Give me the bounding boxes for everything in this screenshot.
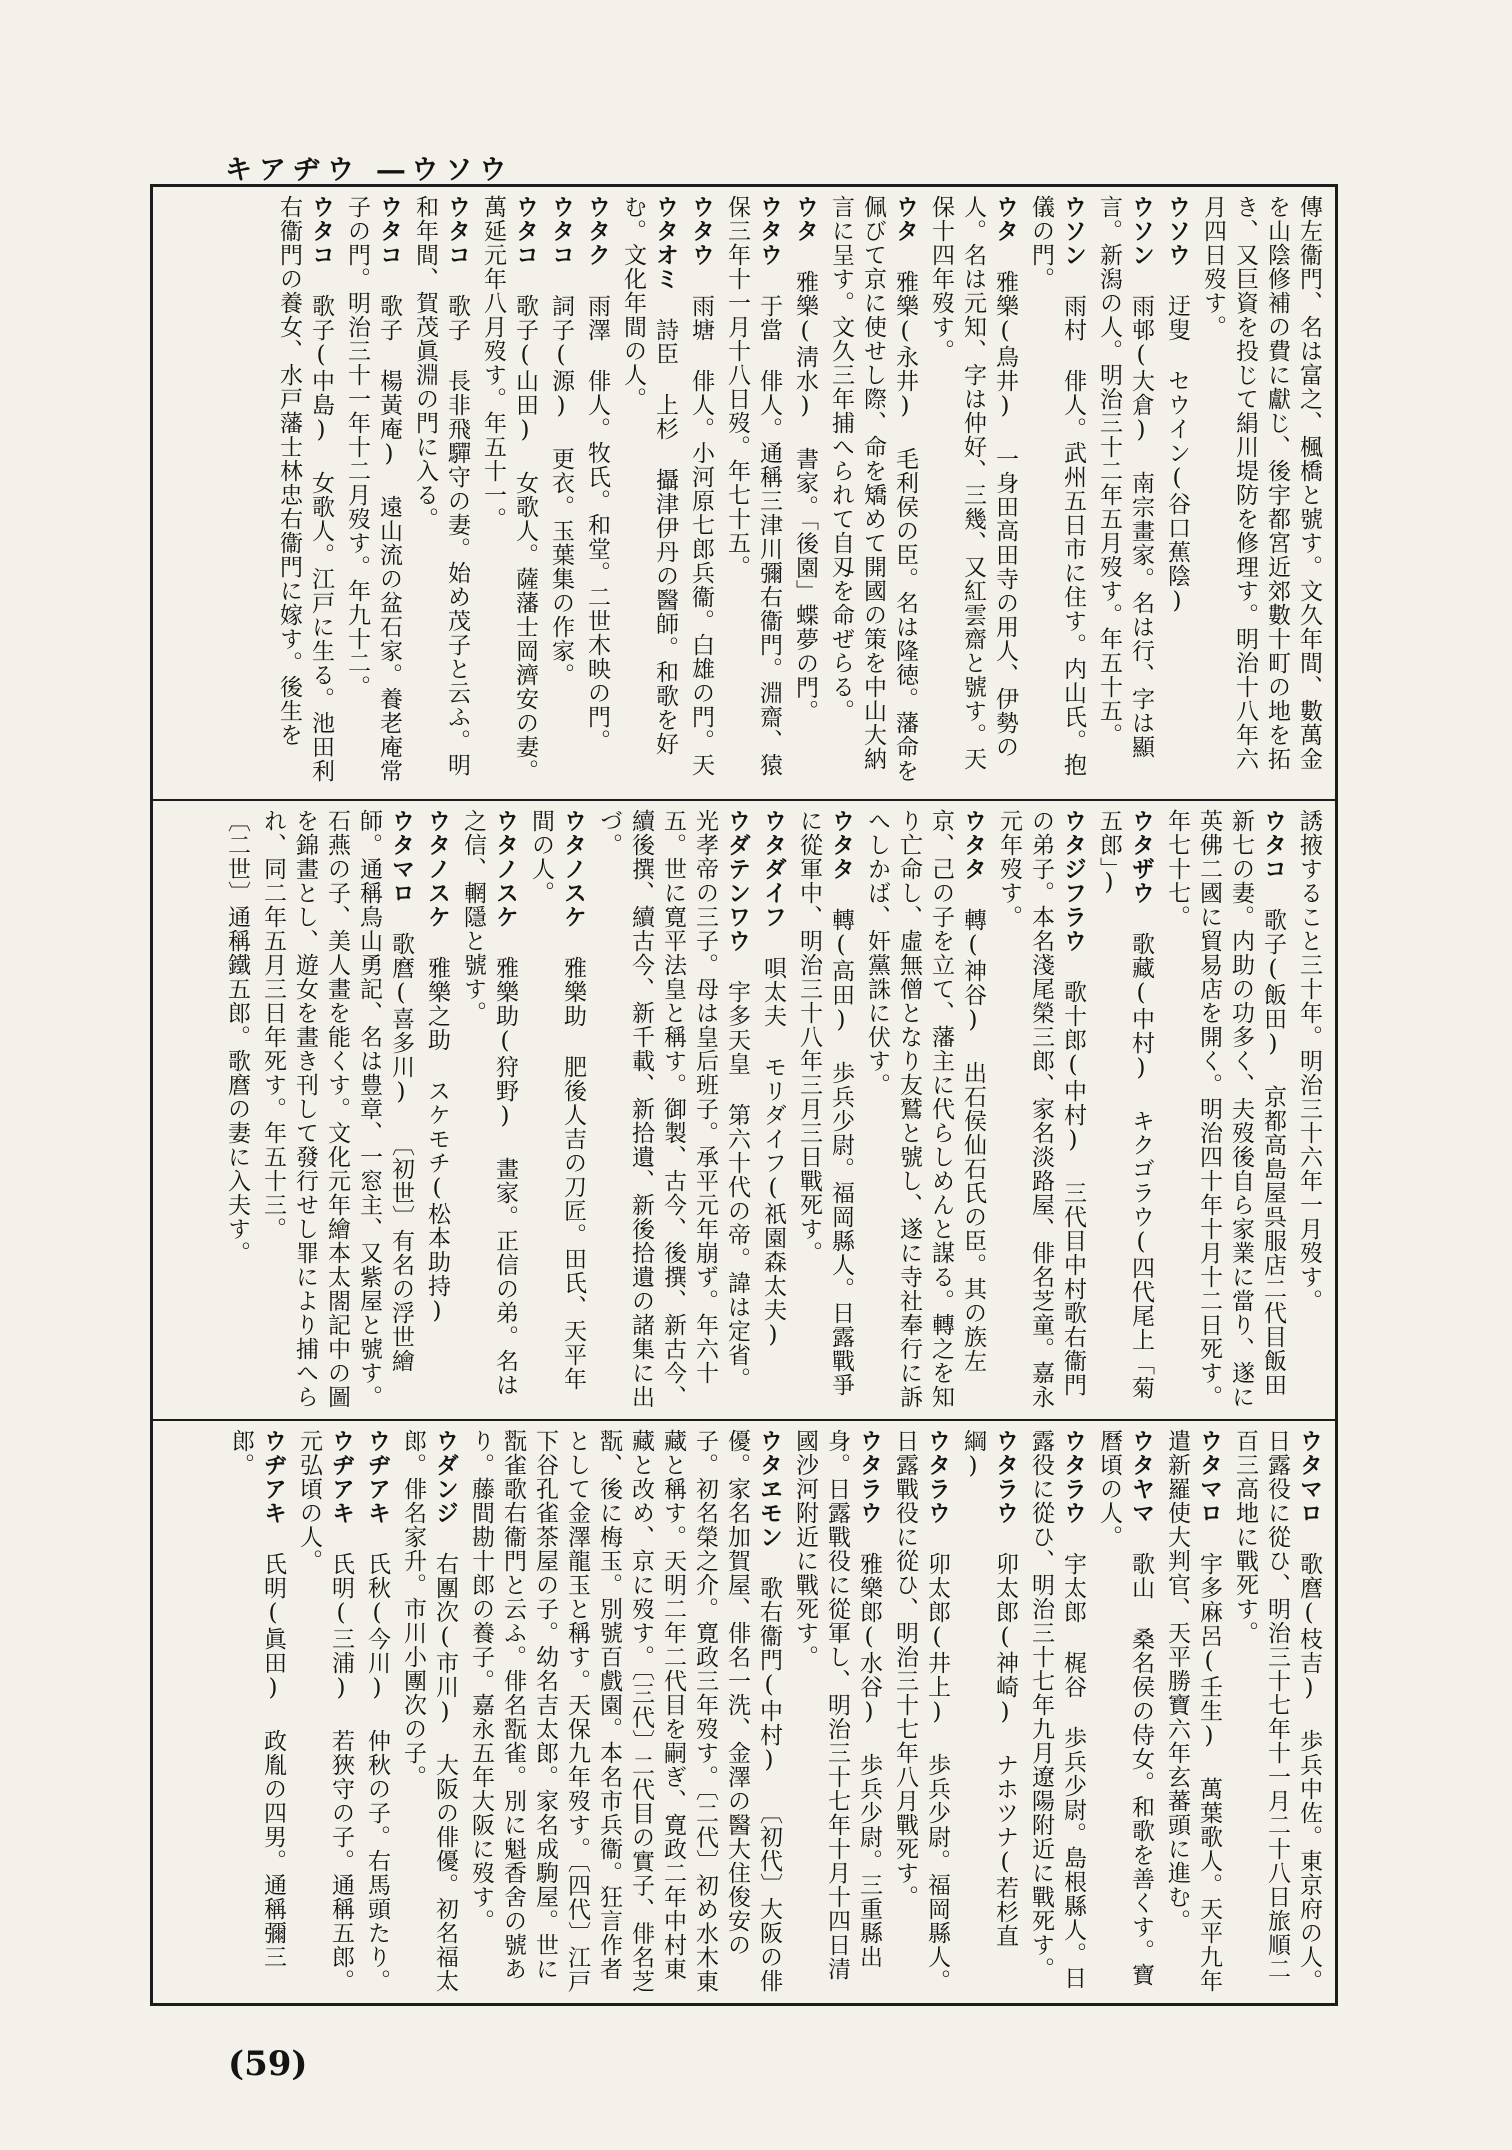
- entry-text: 右團次(市川) 大阪の俳優。初名福太郎。俳名家升。市川小團次の子。: [400, 1429, 458, 1993]
- entry-text: 歌右衞門(中村) 〔初代〕大阪の俳優。家名加賀屋、俳名一洗、金澤の醫大住俊安の子。初名榮之介。寛政三年歿す。〔二代〕初め水木東藏と稱す。天明二年二代目を嗣ぎ、寛政二年中村東藏と改め、京に歿す。〔三代〕二代目の實子、俳名芝翫、後に梅玉。別號百戲園。本名市兵衞。狂言作者として金澤龍玉と稱す。天保九年歿す。〔四代〕江戸下谷孔雀茶屋の子。幼名吉太郎。家名成駒屋。世に翫雀歌右衞門と云ふ。俳名翫雀。別に魁香舍の號あり。藤間勘十郎の養子。嘉永五年大阪に歿す。: [468, 1429, 782, 1994]
- entry-text: 轉(神谷) 出石侯仙石氏の臣。其の族左京、己の子を立て、藩主に代らしめんと謀る。轉之を知り亡命し、虛無僧となり友鷲と號し、遂に寺社奉行に訴へしかば、奸黨誅に伏す。: [864, 809, 986, 1409]
- dictionary-entry: [1025, 195, 1089, 790]
- dictionary-entry: [273, 195, 337, 790]
- entry-text: 氏明(眞田) 政胤の四男。通稱彌三郎。: [228, 1429, 286, 1969]
- dictionary-entry: [721, 195, 785, 790]
- entry-kana: ウソン: [1060, 195, 1086, 267]
- entry-kana: ウタヱモン: [756, 1429, 782, 1549]
- entry-text: 歌子 楊黃庵) 遠山流の盆石家。養老庵常子の門。明治三十一年十二月歿す。年九十二。: [344, 195, 402, 783]
- dictionary-entry: [409, 195, 473, 790]
- dictionary-frame: [150, 184, 1338, 2006]
- entry-kana: ウタオミ: [652, 195, 678, 291]
- entry-kana: ウタラウ: [924, 1429, 950, 1525]
- dictionary-entry: [1229, 1429, 1325, 1997]
- dictionary-entry: [457, 809, 521, 1409]
- dictionary-entry: [581, 195, 613, 790]
- entry-text: 傳左衞門、名は富之、楓橋と號す。文久年間、數萬金を山陰修補の費に獻じ、後宇都宮近郊數十町の地を拓き、又巨資を投じて絹川堤防を修理す。明治十八年六月四日歿す。: [1200, 195, 1322, 771]
- entry-text: 歌山 桑名侯の侍女。和歌を善くす。寶曆頃の人。: [1096, 1429, 1154, 1987]
- entry-kana: ウタコ: [512, 195, 538, 267]
- dictionary-entry: [545, 195, 577, 790]
- entry-text: 誘掖すること三十年。明治三十六年一月歿す。: [1296, 809, 1322, 1313]
- dictionary-entry: [789, 1429, 885, 1997]
- entry-kana: ウタコ: [308, 195, 334, 267]
- entry-kana: ウヂアキ: [328, 1429, 354, 1525]
- entry-kana: ウヂアキ: [364, 1429, 390, 1525]
- entry-text: 歌子(飯田) 京都高島屋呉服店二代目飯田新七の妻。内助の功多く、夫歿後自ら家業に當り、遂に英佛二國に貿易店を開く。明治四十年十月十二日死す。年七十七。: [1164, 809, 1286, 1409]
- entry-kana: ウタコ: [1260, 809, 1286, 881]
- entry-kana: ウヂアキ: [260, 1429, 286, 1525]
- entry-kana: ウタザウ: [1128, 809, 1154, 905]
- entry-kana: ウタウ: [688, 195, 714, 267]
- entry-text: 詞子(源) 更衣。玉葉集の作家。: [548, 294, 574, 687]
- entry-text: 歌子(山田) 女歌人。薩藩士岡濟安の妻。萬延元年八月歿す。年五十一。: [480, 195, 538, 783]
- entry-text: 氏明(三浦) 若狹守の子。通稱五郎。元弘頃の人。: [296, 1429, 354, 1993]
- dictionary-entry: [421, 809, 453, 1409]
- entry-kana: ウタジフラウ: [1060, 809, 1086, 953]
- entry-kana: ウダテンワウ: [724, 809, 750, 953]
- dictionary-entry: [477, 195, 541, 790]
- entry-text: 歌子 長非飛驒守の妻。始め茂子と云ふ。明和年間、賀茂眞淵の門に入る。: [412, 195, 470, 777]
- entry-text: 雅樂之助 スケモチ(松本助持): [424, 956, 450, 1325]
- dictionary-entry: [1161, 195, 1193, 790]
- entry-text: 歌藏(中村) キクゴラウ(四代尾上「菊五郎」): [1096, 809, 1154, 1400]
- entry-text: 歌子(中島) 女歌人。江戸に生る。池田利右衞門の養女、水戸藩士林忠右衞門に嫁す。後生を: [276, 195, 334, 783]
- entry-text: 歌麿(喜多川) 〔初世〕有名の浮世繪師。通稱鳥山勇記、名は豊章、一窓主、又紫屋と號す。石燕の子、美人畫を能くす。文化元年繪本太閤記中の圖を錦畫とし、遊女を畫き刊して發行せし罪により捕へられ、同二年五月三日年死す。年五十三。: [260, 809, 414, 1409]
- entry-kana: ウソン: [1128, 195, 1154, 267]
- dictionary-entry: [593, 809, 753, 1409]
- dictionary-entry: [889, 1429, 953, 1997]
- entry-kana: ウタコ: [548, 195, 574, 267]
- dictionary-entry: [1197, 195, 1325, 790]
- dictionary-entry: [293, 1429, 357, 1997]
- entry-kana: ウタノスケ: [492, 809, 518, 929]
- entry-kana: ウタ: [992, 195, 1018, 243]
- entry-kana: ウタ: [792, 195, 818, 243]
- entry-kana: ウタコ: [376, 195, 402, 267]
- dictionary-entry: [957, 1429, 1021, 1997]
- dictionary-entry: [993, 809, 1089, 1409]
- dictionary-entry: [1093, 809, 1157, 1409]
- dictionary-entry: [257, 809, 417, 1409]
- dictionary-entry: [221, 809, 253, 1409]
- entry-kana: ウタク: [584, 195, 610, 267]
- dictionary-entry: [1093, 195, 1157, 790]
- entry-text: 雅樂(永井) 毛利侯の臣。名は隆徳。藩命を佩びて京に使せし際、命を矯めて開國の策を中山大納言に呈す。文久三年捕へられて自刄を命ぜらる。: [828, 195, 918, 783]
- entry-text: 唄太夫 モリダイフ(祇園森太夫): [760, 956, 786, 1349]
- entry-text: 雅樂郎(水谷) 歩兵少尉。三重縣出身。日露戰役に從軍し、明治三十七年十月十四日清國沙河附近に戰死す。: [792, 1429, 882, 1981]
- entry-text: 雅樂(鳥井) 一身田高田寺の用人、伊勢の人。名は元知、字は仲好、三幾、又紅雲齋と號す。天保十四年歿す。: [928, 195, 1018, 771]
- tier-divider: [153, 799, 1335, 801]
- dictionary-entry: [793, 809, 857, 1409]
- entry-text: 詩臣 上杉 攝津伊丹の醫師。和歌を好む。文化年間の人。: [620, 195, 678, 756]
- entry-text: 轉(高田) 歩兵少尉。福岡縣人。日露戰爭に從軍中、明治三十八年三月三日戰死す。: [796, 809, 854, 1397]
- dictionary-entry: [1161, 809, 1289, 1409]
- page-number: (59): [228, 2044, 308, 2084]
- running-head: キアヂウ ―ウソウ: [225, 155, 514, 186]
- entry-kana: ウタラウ: [856, 1429, 882, 1525]
- dictionary-entry: [1093, 1429, 1157, 1997]
- entry-text: 氏秋(今川) 仲秋の子。右馬頭たり。: [364, 1552, 390, 1993]
- entry-text: 宇多麻呂(壬生) 萬葉歌人。天平九年遣新羅使大判官、天平勝寶六年玄蕃頭に進む。: [1164, 1429, 1222, 1993]
- entry-text: 宇多天皇 第六十代の帝。諱は定省。光孝帝の三子。母は皇后班子。承平元年崩ず。年六十五。世に寛平法皇と稱す。御製、古今、後撰、新古今、續後撰、續古今、新千載、新拾遺、新後拾遺の諸集に出づ。: [596, 809, 750, 1409]
- entry-kana: ウタヤマ: [1128, 1429, 1154, 1525]
- dictionary-entry: [825, 195, 921, 790]
- entry-text: 雨村 俳人。武州五日市に住す。内山氏。抱儀の門。: [1028, 195, 1086, 777]
- dictionary-entry: [361, 1429, 393, 1997]
- dictionary-entry: [617, 195, 681, 790]
- entry-text: 于當 俳人。通稱三津川彌右衞門。淵齋、猿保三年十一月十八日歿。年七十五。: [724, 195, 782, 777]
- entry-kana: ウタウ: [756, 195, 782, 267]
- entry-text: 宇太郎 梶谷 歩兵少尉。島根縣人。日露役に從ひ、明治三十七年九月遼陽附近に戰死す。: [1028, 1429, 1086, 1990]
- entry-kana: ウタダイフ: [760, 809, 786, 929]
- entry-kana: ウタラウ: [992, 1429, 1018, 1525]
- entry-text: 雅樂助(狩野) 畫家。正信の弟。名は之信、輞隱と號す。: [460, 809, 518, 1397]
- entry-kana: ウタノスケ: [560, 809, 586, 929]
- entry-text: 卯太郎(神崎) ナホツナ(若杉直綱): [960, 1429, 1018, 1948]
- entry-kana: ウタコ: [444, 195, 470, 267]
- dictionary-entry: [341, 195, 405, 790]
- dictionary-entry: [757, 809, 789, 1409]
- entry-text: 卯太郎(井上) 歩兵少尉。福岡縣人。日露戰役に從ひ、明治三十七年八月戰死す。: [892, 1429, 950, 1993]
- entry-text: 雨澤 俳人。牧氏。和堂。二世木映の門。: [584, 294, 610, 753]
- dictionary-entry: [1025, 1429, 1089, 1997]
- dictionary-entry: [465, 1429, 785, 1997]
- tier-divider: [153, 1419, 1335, 1421]
- entry-text: 雨塘 俳人。小河原七郎兵衞。白雄の門。天: [688, 294, 714, 777]
- entry-kana: ウダンジ: [432, 1429, 458, 1525]
- dictionary-entry: [789, 195, 821, 790]
- entry-kana: ウタラウ: [1060, 1429, 1086, 1525]
- entry-text: 雅樂(淸水) 書家。「後園」蝶夢の門。: [792, 270, 818, 724]
- tier-top: [163, 195, 1325, 790]
- tier-bottom: [163, 1429, 1325, 1997]
- entry-kana: ウソウ: [1164, 195, 1190, 267]
- dictionary-entry: [225, 1429, 289, 1997]
- entry-kana: ウタノスケ: [424, 809, 450, 929]
- entry-text: 歌十郎(中村) 三代目中村歌右衞門の弟子。本名淺尾榮三郎、家名淡路屋、俳名芝童。嘉永元年歿す。: [996, 809, 1086, 1409]
- entry-text: 雨邨(大倉) 南宗畫家。名は行、字は顯言。新潟の人。明治三十二年五月歿す。年五十五。: [1096, 195, 1154, 759]
- tier-middle: [163, 809, 1325, 1409]
- dictionary-entry: [397, 1429, 461, 1997]
- dictionary-entry: [685, 195, 717, 790]
- entry-text: 雅樂助 肥後人吉の刀匠。田氏、天平年間の人。: [528, 809, 586, 1391]
- dictionary-entry: [1161, 1429, 1225, 1997]
- entry-kana: ウタ: [892, 195, 918, 243]
- entry-kana: ウタマロ: [1196, 1429, 1222, 1525]
- entry-text: 歌麿(枝吉) 歩兵中佐。東京府の人。日露役に從ひ、明治三十七年十一月二十八日旅順二百三高地に戰死す。: [1232, 1429, 1322, 1993]
- entry-kana: ウタタ: [828, 809, 854, 881]
- entry-text: 〔二世〕通稱鐵五郎。歌麿の妻に入夫す。: [224, 809, 250, 1265]
- dictionary-entry: [1293, 809, 1325, 1409]
- dictionary-entry: [925, 195, 1021, 790]
- entry-kana: ウタマロ: [1296, 1429, 1322, 1525]
- dictionary-entry: [525, 809, 589, 1409]
- entry-kana: ウタマロ: [388, 809, 414, 905]
- dictionary-entry: [861, 809, 989, 1409]
- entry-kana: ウタタ: [960, 809, 986, 881]
- entry-text: 迂叟 セウイン(谷口蕉陰): [1164, 294, 1190, 615]
